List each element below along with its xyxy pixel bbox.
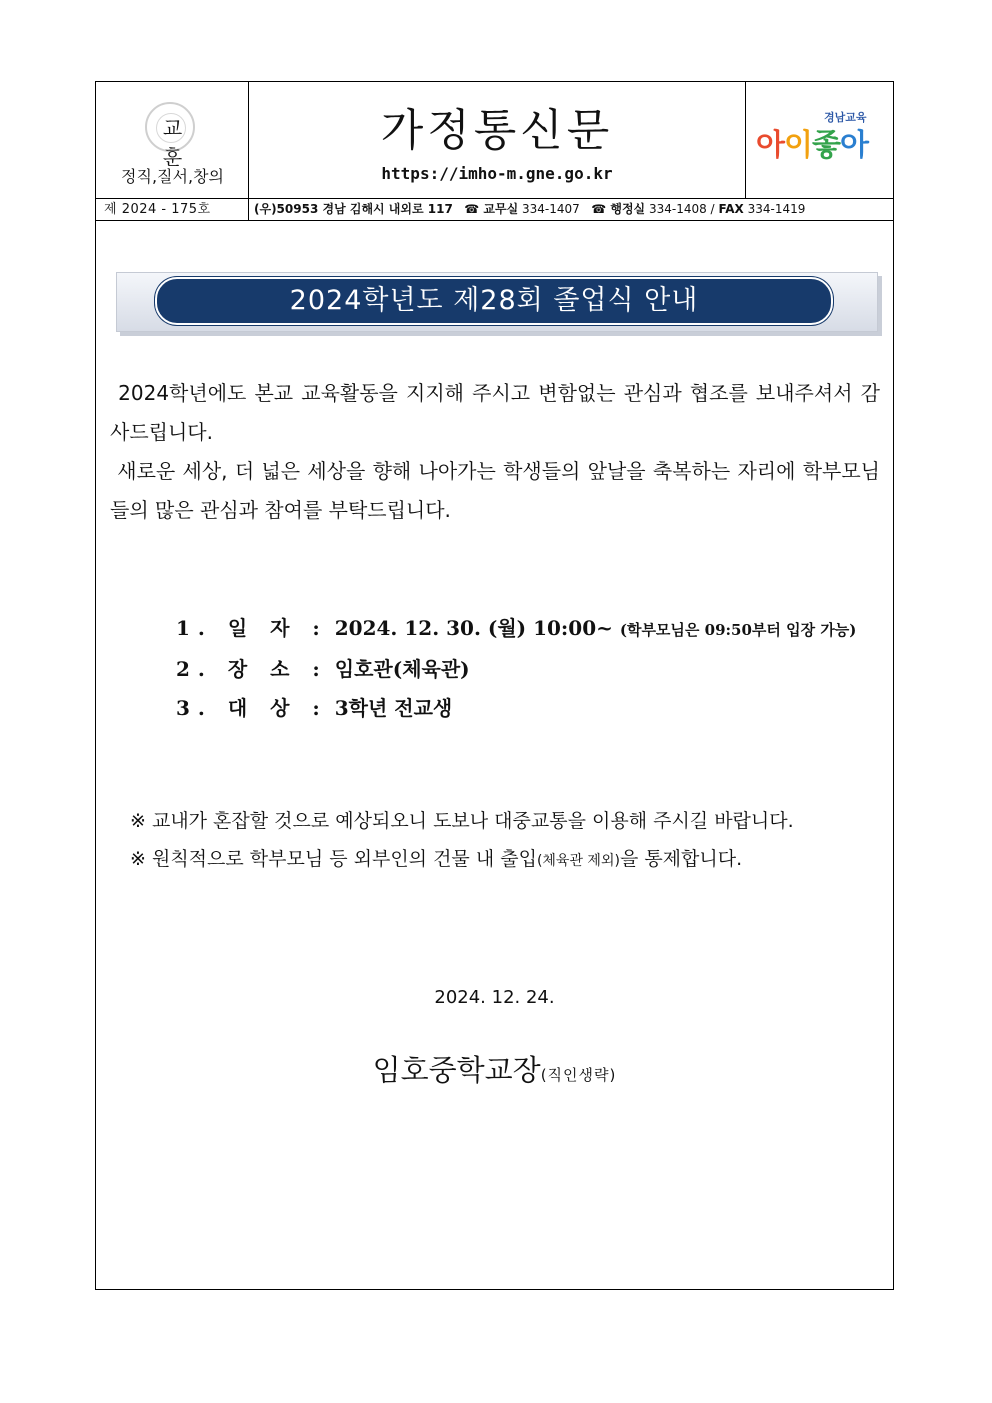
logo-small-text: 경남교육 [824,111,867,124]
admin-label: ☎ 행정실 [591,202,646,216]
letter-header [96,82,893,198]
issue-date: 2024. 12. 24. [434,987,555,1008]
office-phone: 334-1407 [522,202,580,216]
school-url: https://imho-m.gne.go.kr [381,164,613,183]
note-line-2: ※ 원칙적으로 학부모님 등 외부인의 건물 내 출입(체육관 제외)을 통제합니다. [130,848,743,870]
info-row [96,198,893,221]
title-cell [249,82,746,198]
list-item: 2. 장 소 : 임호관(체육관) [176,657,470,681]
fax-label: FAX [718,202,744,216]
notice-title-banner [116,272,878,332]
intro-paragraph-2: 새로운 세상, 더 넓은 세상을 향해 나아가는 학생들의 앞날을 축복하는 자리에 학부모님들의 많은 관심과 참여를 부탁드립니다. [110,459,880,522]
motto-values: 정직,질서,창의 [121,167,224,186]
school-motto-cell [96,82,249,198]
intro-paragraph-1: 2024학년에도 본교 교육활동을 지지해 주시고 변함없는 관심과 협조를 보내주셔서 감사드립니다. [110,381,880,444]
page-title: 가정통신문 [380,105,614,156]
list-item: 1. 일 자 : 2024. 12. 30. (월) 10:00~ (학부모님은 09:50부터 입장 가능) [176,616,857,640]
event-details [176,609,856,728]
notes [130,802,794,880]
notice-title: 2024학년도 제28회 졸업식 안내 [155,277,833,325]
issue-number: 제 2024 - 175호 [96,199,249,220]
school-contact [254,199,805,220]
office-label: ☎ 교무실 [464,202,519,216]
address: (우)50953 경남 김해시 내외로 117 [254,202,453,216]
motto-title: 교훈 [162,116,227,169]
fax-number: 334-1419 [747,202,806,216]
gne-logo [746,82,893,198]
signer: 임호중학교장(직인생략) [372,1053,617,1087]
letter-frame [95,81,894,1290]
note-line-1: ※ 교내가 혼잡할 것으로 예상되오니 도보나 대중교통을 이용해 주시길 바랍니다. [130,810,794,832]
list-item: 3. 대 상 : 3학년 전교생 [176,696,453,720]
admin-phone: 334-1408 / [648,202,715,216]
logo-main-text: 아이좋아 [756,128,868,163]
